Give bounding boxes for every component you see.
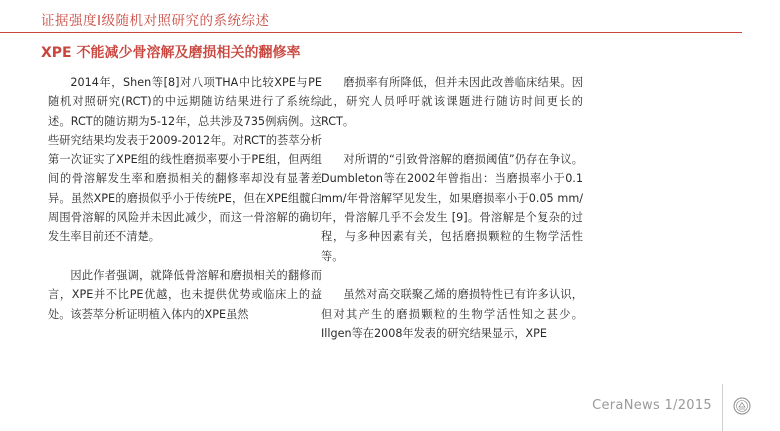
header-divider (0, 32, 742, 33)
paragraph: 2014年，Shen等[8]对八项THA中比较XPE与PE随机对照研究(RCT)的中远期随访结果进行了系统综述。RCT的随访期为5-12年，总共涉及735例病例。这些研究结果均发表于2009-2012年。对RCT的荟萃分析第一次证实了XPE组的线性磨损率要小于PE组，但两组间的骨溶解发生率和磨损相关的翻修率却没有显著差异。虽然XPE的磨损似乎小于传统PE，但在XPE组髋臼周围骨溶解的风险并未因此减少，而这一骨溶解的确切发生率目前还不清楚。 (48, 76, 322, 244)
paragraph: 对所谓的“引致骨溶解的磨损阈值”仍存在争议。Dumbleton等在2002年曾指出：当磨损率小于0.1 mm/年骨溶解罕见发生，如果磨损率小于0.05 mm/年，骨溶解几乎不会发生 [9]。骨溶解是个复杂的过程，与多种因素有关，包括磨损颗粒的生物学活性等。 (321, 153, 583, 263)
right-column (321, 73, 583, 343)
paragraph: 因此作者强调，就降低骨溶解和磨损相关的翻修而言，XPE并不比PE优越，也未提供优势或临床上的益处。该荟萃分析证明植入体内的XPE虽然 (48, 268, 322, 321)
footer-divider (722, 384, 723, 431)
seal-logo-icon (733, 397, 751, 415)
publication-label: CeraNews 1/2015 (592, 398, 712, 413)
paragraph: 虽然对高交联聚乙烯的磨损特性已有许多认识，但对其产生的磨损颗粒的生物学活性知之甚少。Illgen等在2008年发表的研究结果显示，XPE (321, 288, 583, 340)
running-title: 证据强度I级随机对照研究的系统综述 (41, 13, 270, 29)
section-title: XPE 不能减少骨溶解及磨损相关的翻修率 (41, 45, 301, 61)
left-column (48, 73, 322, 324)
paragraph: 磨损率有所降低，但并未因此改善临床结果。因此，研究人员呼吁就该课题进行随访时间更长的RCT。 (321, 76, 583, 128)
